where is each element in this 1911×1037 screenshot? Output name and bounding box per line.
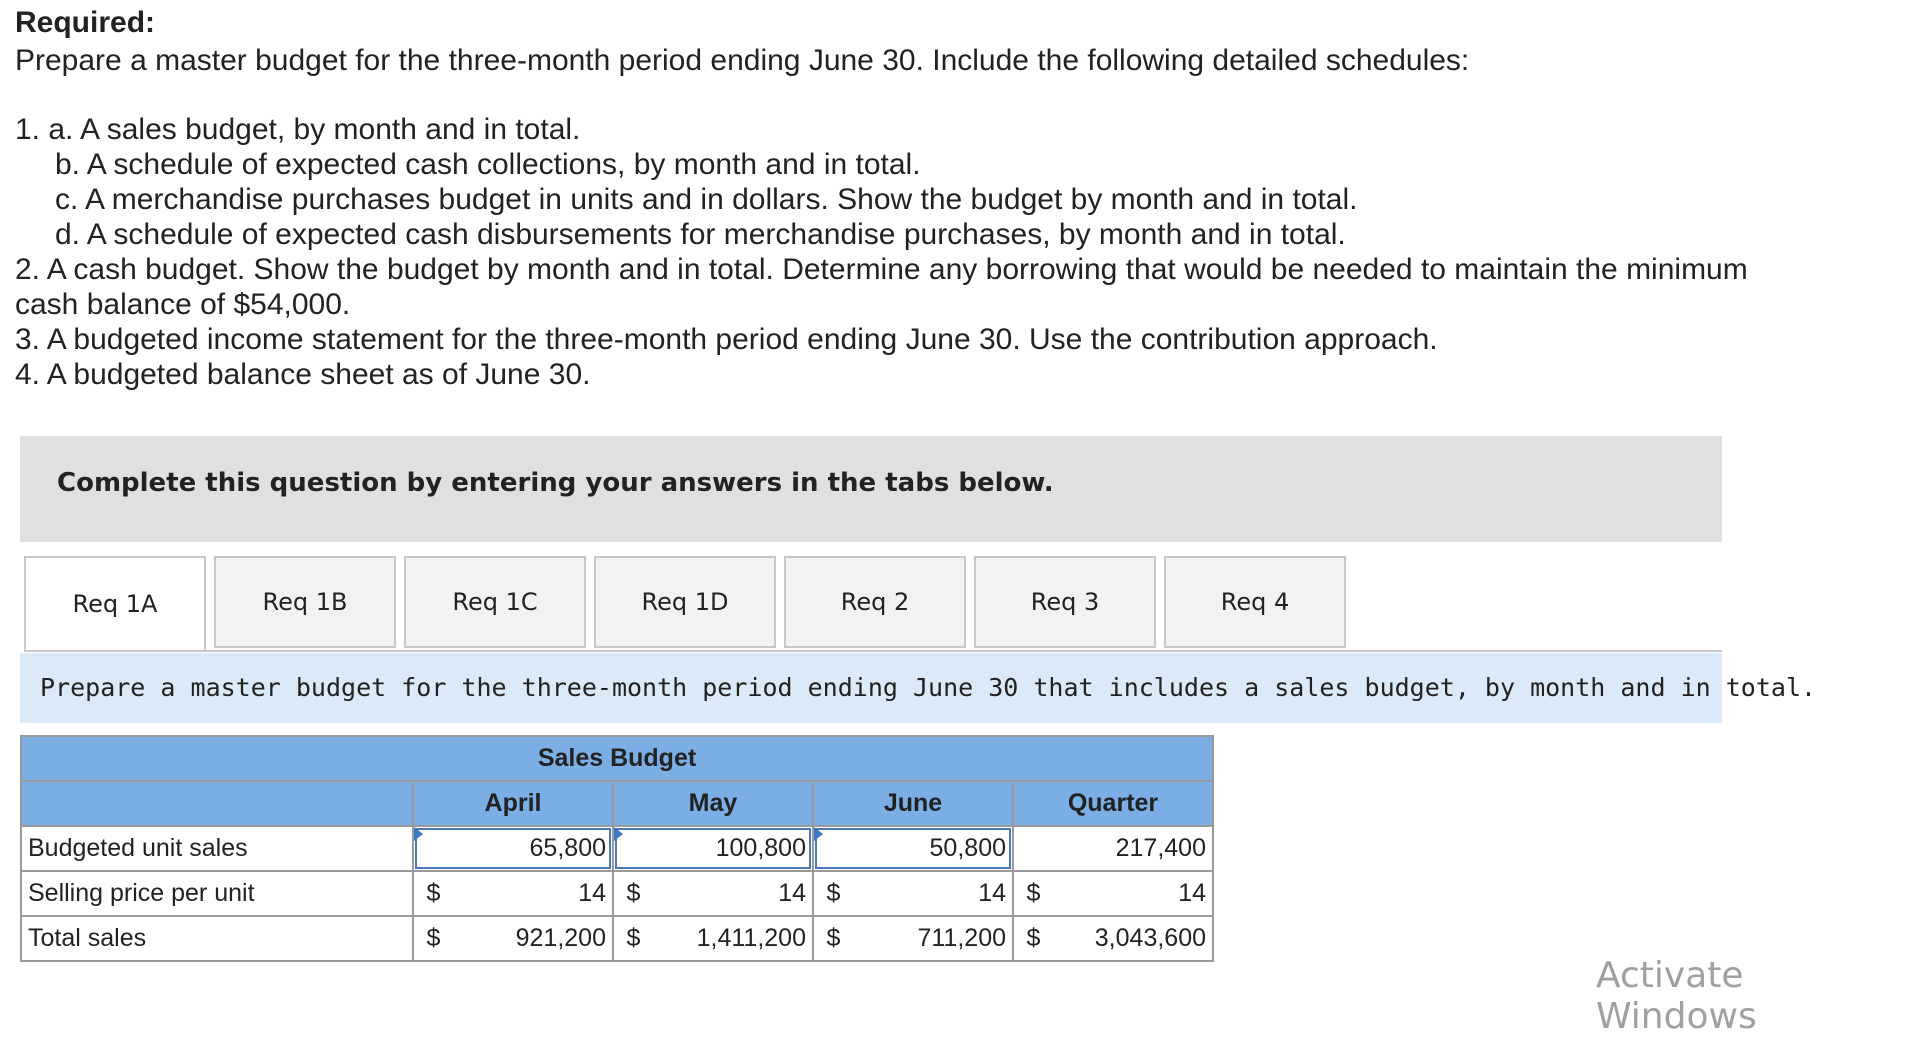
table-row [21, 871, 1213, 916]
tab-req-4[interactable]: Req 4 [1164, 556, 1346, 648]
list-item: cash balance of $54,000. [15, 288, 351, 321]
currency-symbol: $ [1013, 916, 1053, 961]
may-total-sales: 1,411,200 [653, 916, 813, 961]
may-unit-sales-input[interactable]: 100,800 [613, 826, 813, 871]
table-title: Sales Budget [21, 736, 1213, 781]
header-april: April [413, 781, 613, 826]
quarter-total-sales: 3,043,600 [1053, 916, 1213, 961]
tab-instruction [20, 653, 1817, 723]
tab-req-1a[interactable]: Req 1A [24, 556, 206, 652]
row-label: Total sales [21, 916, 413, 961]
banner-text: Complete this question by entering your answers in the tabs below. [57, 468, 1054, 498]
april-total-sales: 921,200 [453, 916, 613, 961]
currency-symbol: $ [413, 916, 453, 961]
header-quarter: Quarter [1013, 781, 1213, 826]
activate-windows-watermark: Activate Windows [1596, 955, 1757, 1037]
currency-symbol: $ [813, 871, 853, 916]
instruction-text: Prepare a master budget for the three-month period ending June 30 that includes a sales budget, by month and in total. [40, 673, 1817, 702]
currency-symbol: $ [613, 916, 653, 961]
required-intro: Prepare a master budget for the three-month period ending June 30. Include the following detailed schedules: [15, 44, 1470, 77]
requirements-list [15, 112, 1895, 392]
currency-symbol: $ [413, 871, 453, 916]
tab-req-2[interactable]: Req 2 [784, 556, 966, 648]
list-item: 3. A budgeted income statement for the three-month period ending June 30. Use the contribution approach. [15, 323, 1438, 356]
instructions-banner [20, 436, 1722, 542]
june-total-sales: 711,200 [853, 916, 1013, 961]
tab-req-1b[interactable]: Req 1B [214, 556, 396, 648]
table-row [21, 916, 1213, 961]
list-item: b. A schedule of expected cash collections, by month and in total. [55, 148, 921, 181]
header-blank [21, 781, 413, 826]
required-heading: Required: [15, 6, 156, 39]
tab-divider [24, 650, 1722, 652]
row-label: Budgeted unit sales [21, 826, 413, 871]
header-june: June [813, 781, 1013, 826]
currency-symbol: $ [613, 871, 653, 916]
list-item: 1. a. A sales budget, by month and in total. [15, 113, 581, 146]
tab-req-3[interactable]: Req 3 [974, 556, 1156, 648]
list-item: 2. A cash budget. Show the budget by month and in total. Determine any borrowing that would be needed to maintain the minimum [15, 253, 1748, 286]
may-price: 14 [653, 871, 813, 916]
june-unit-sales-input[interactable]: 50,800 [813, 826, 1013, 871]
row-label: Selling price per unit [21, 871, 413, 916]
list-item: c. A merchandise purchases budget in units and in dollars. Show the budget by month and in total. [55, 183, 1358, 216]
currency-symbol: $ [813, 916, 853, 961]
tab-req-1c[interactable]: Req 1C [404, 556, 586, 648]
june-price: 14 [853, 871, 1013, 916]
quarter-unit-sales: 217,400 [1013, 826, 1213, 871]
currency-symbol: $ [1013, 871, 1053, 916]
table-row [21, 826, 1213, 871]
tab-req-1d[interactable]: Req 1D [594, 556, 776, 648]
header-may: May [613, 781, 813, 826]
sales-budget-table [20, 735, 1214, 962]
april-price: 14 [453, 871, 613, 916]
list-item: d. A schedule of expected cash disbursements for merchandise purchases, by month and in total. [55, 218, 1346, 251]
quarter-price: 14 [1053, 871, 1213, 916]
list-item: 4. A budgeted balance sheet as of June 30. [15, 358, 591, 391]
april-unit-sales-input[interactable]: 65,800 [413, 826, 613, 871]
